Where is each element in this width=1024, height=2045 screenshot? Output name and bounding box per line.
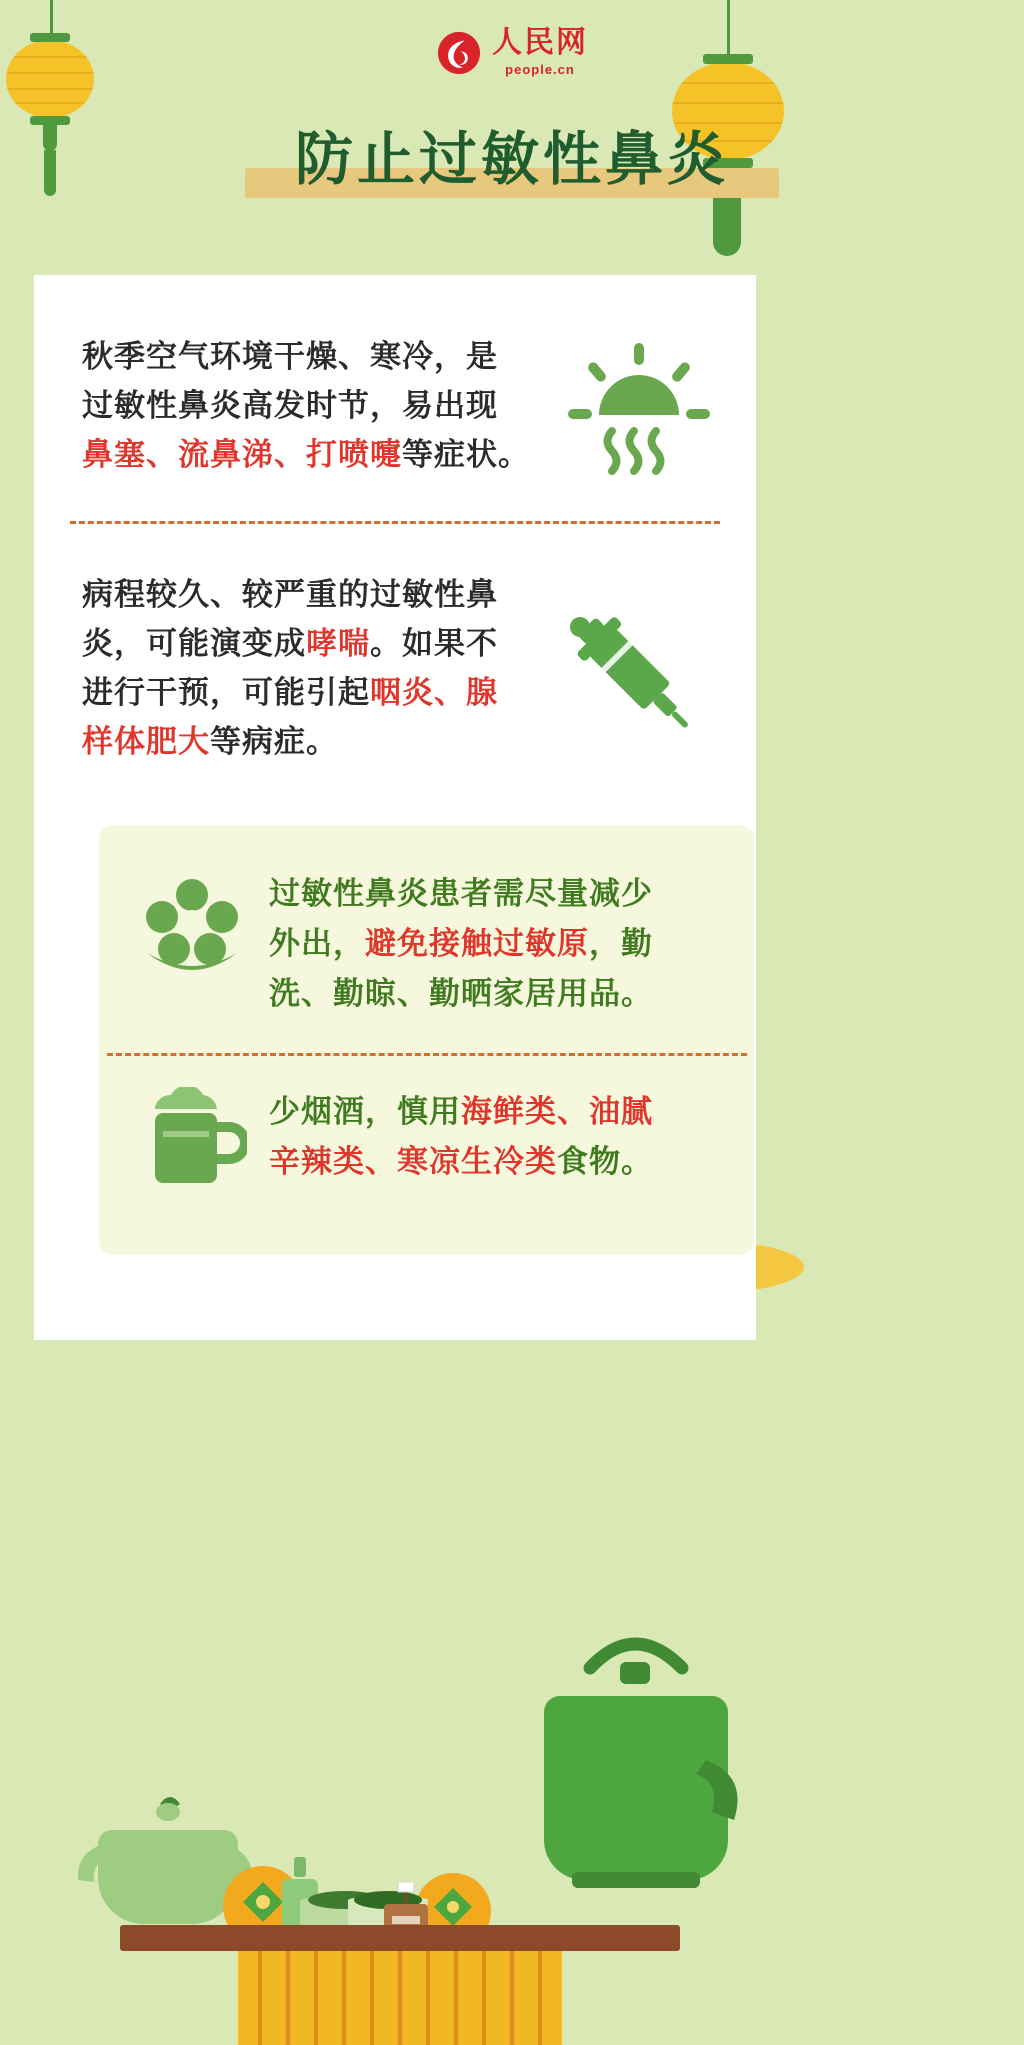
logo-name-cn: 人民网 (492, 25, 588, 60)
site-logo[interactable] (436, 25, 588, 77)
section-divider-1 (70, 521, 720, 524)
paragraph-block-1 (82, 333, 552, 480)
paragraph-block-2 (82, 571, 552, 767)
syringe-icon (554, 605, 714, 745)
paragraph-2-text: 病程较久、较严重的过敏性鼻 炎，可能演变成哮喘。如果不 进行干预，可能引起咽炎、腺 样体肥大等病症。 (82, 577, 498, 760)
page-title: 防止过敏性鼻炎 (294, 125, 729, 193)
flower-icon (137, 873, 247, 983)
sun-icon (564, 335, 714, 475)
tips-container (99, 825, 754, 1255)
paragraph-1-text: 秋季空气环境干燥、寒冷，是 过敏性鼻炎高发时节，易出现 鼻塞、流鼻涕、打喷嚏等症状。 (82, 339, 530, 473)
bamboo-mat (238, 1951, 562, 2045)
tip-1-text: 过敏性鼻炎患者需尽量减少 外出，避免接触过敏原，勤 洗、勤晾、勤晒家居用品。 (269, 876, 653, 1012)
logo-name-en: people.cn (505, 62, 575, 77)
people-logo-icon (436, 30, 482, 76)
content-card (34, 275, 756, 1340)
tip-2-text: 少烟酒，慎用海鲜类、油腻 辛辣类、寒凉生冷类食物。 (269, 1094, 653, 1180)
beer-mug-icon (137, 1087, 247, 1197)
section-divider-2 (107, 1053, 747, 1056)
wooden-table (120, 1925, 680, 1951)
logo-text (492, 25, 588, 77)
